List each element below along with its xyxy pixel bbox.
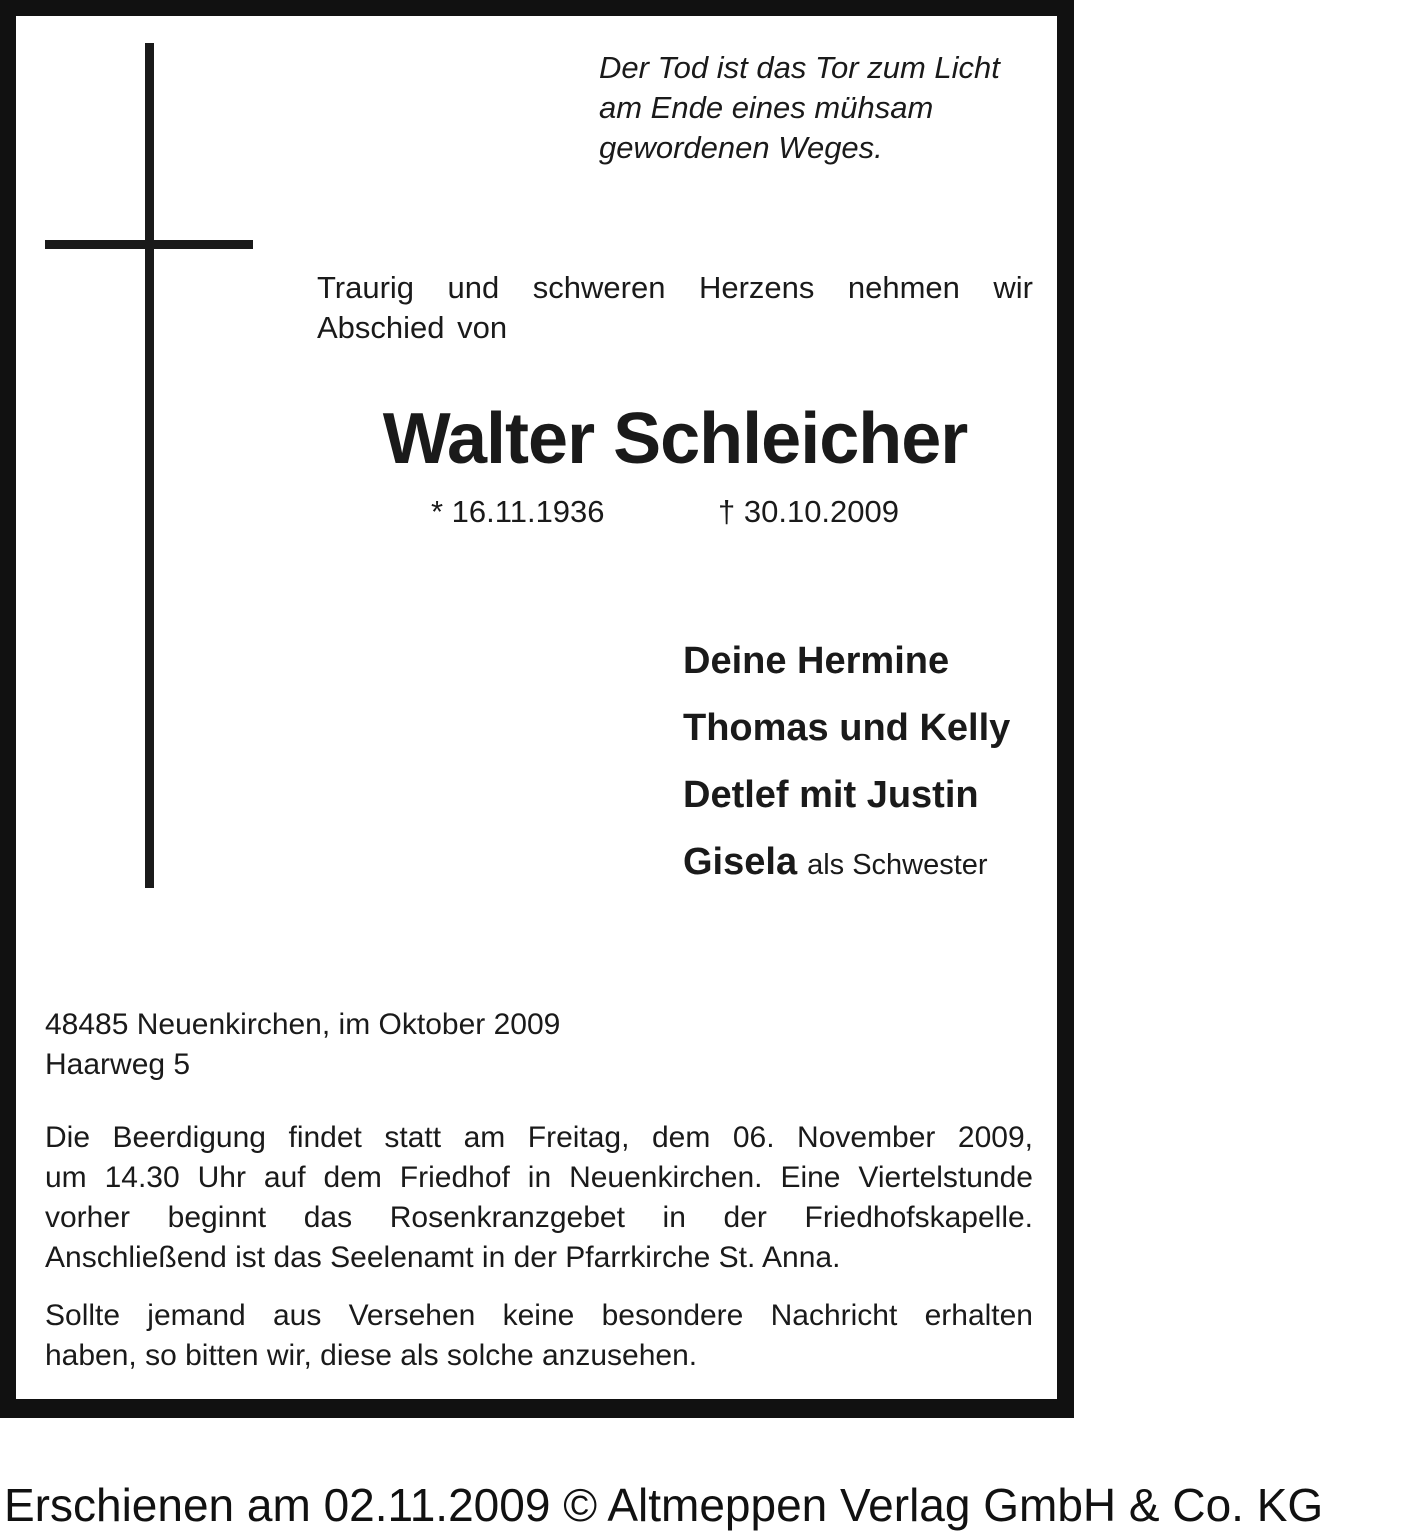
mourner-name: Gisela: [683, 841, 798, 883]
funeral-details: [45, 1118, 1033, 1278]
funeral-line: Anschließend ist das Seelenamt in der Pfarrkirche St. Anna.: [45, 1241, 841, 1274]
mourner-item: [683, 628, 1010, 695]
mourner-item: [683, 695, 1010, 762]
mourner-item: [683, 829, 1010, 899]
mourners-list: [683, 628, 1010, 899]
mourner-item: [683, 762, 1010, 829]
intro-text: Traurig und schweren Herzens nehmen wir Abschied von: [317, 270, 1033, 345]
mourner-name: Deine Hermine: [683, 640, 950, 682]
cross-icon-horizontal: [45, 240, 253, 249]
deceased-name: Walter Schleicher: [382, 399, 968, 479]
cross-icon-vertical: [145, 43, 154, 888]
address-street: Haarweg 5: [45, 1048, 191, 1081]
obituary-content: [16, 16, 1057, 1399]
notification-line: haben, so bitten wir, diese als solche anzusehen.: [45, 1339, 698, 1372]
address-block: [45, 1005, 560, 1085]
memorial-quote: Der Tod ist das Tor zum Licht am Ende eines mühsam gewordenen Weges.: [599, 50, 1000, 165]
birth-date: * 16.11.1936: [431, 494, 605, 529]
funeral-line: um 14.30 Uhr auf dem Friedhof in Neuenkirchen. Eine Viertelstunde: [45, 1161, 1033, 1194]
notification-note: [45, 1296, 1033, 1376]
mourner-name: Detlef mit Justin: [683, 774, 979, 816]
funeral-line: vorher beginnt das Rosenkranzgebet in der Friedhofskapelle.: [45, 1201, 1033, 1234]
funeral-line: Die Beerdigung findet statt am Freitag, dem 06. November 2009,: [45, 1121, 1033, 1154]
death-date: † 30.10.2009: [718, 494, 900, 529]
address-city-line: 48485 Neuenkirchen, im Oktober 2009: [45, 1008, 561, 1041]
notification-line: Sollte jemand aus Versehen keine besondere Nachricht erhalten: [45, 1299, 1033, 1332]
mourner-name: Thomas und Kelly: [683, 707, 1011, 749]
publication-footer: Erschienen am 02.11.2009 © Altmeppen Verlag GmbH & Co. KG: [4, 1479, 1324, 1531]
mourner-relation: als Schwester: [807, 849, 988, 881]
